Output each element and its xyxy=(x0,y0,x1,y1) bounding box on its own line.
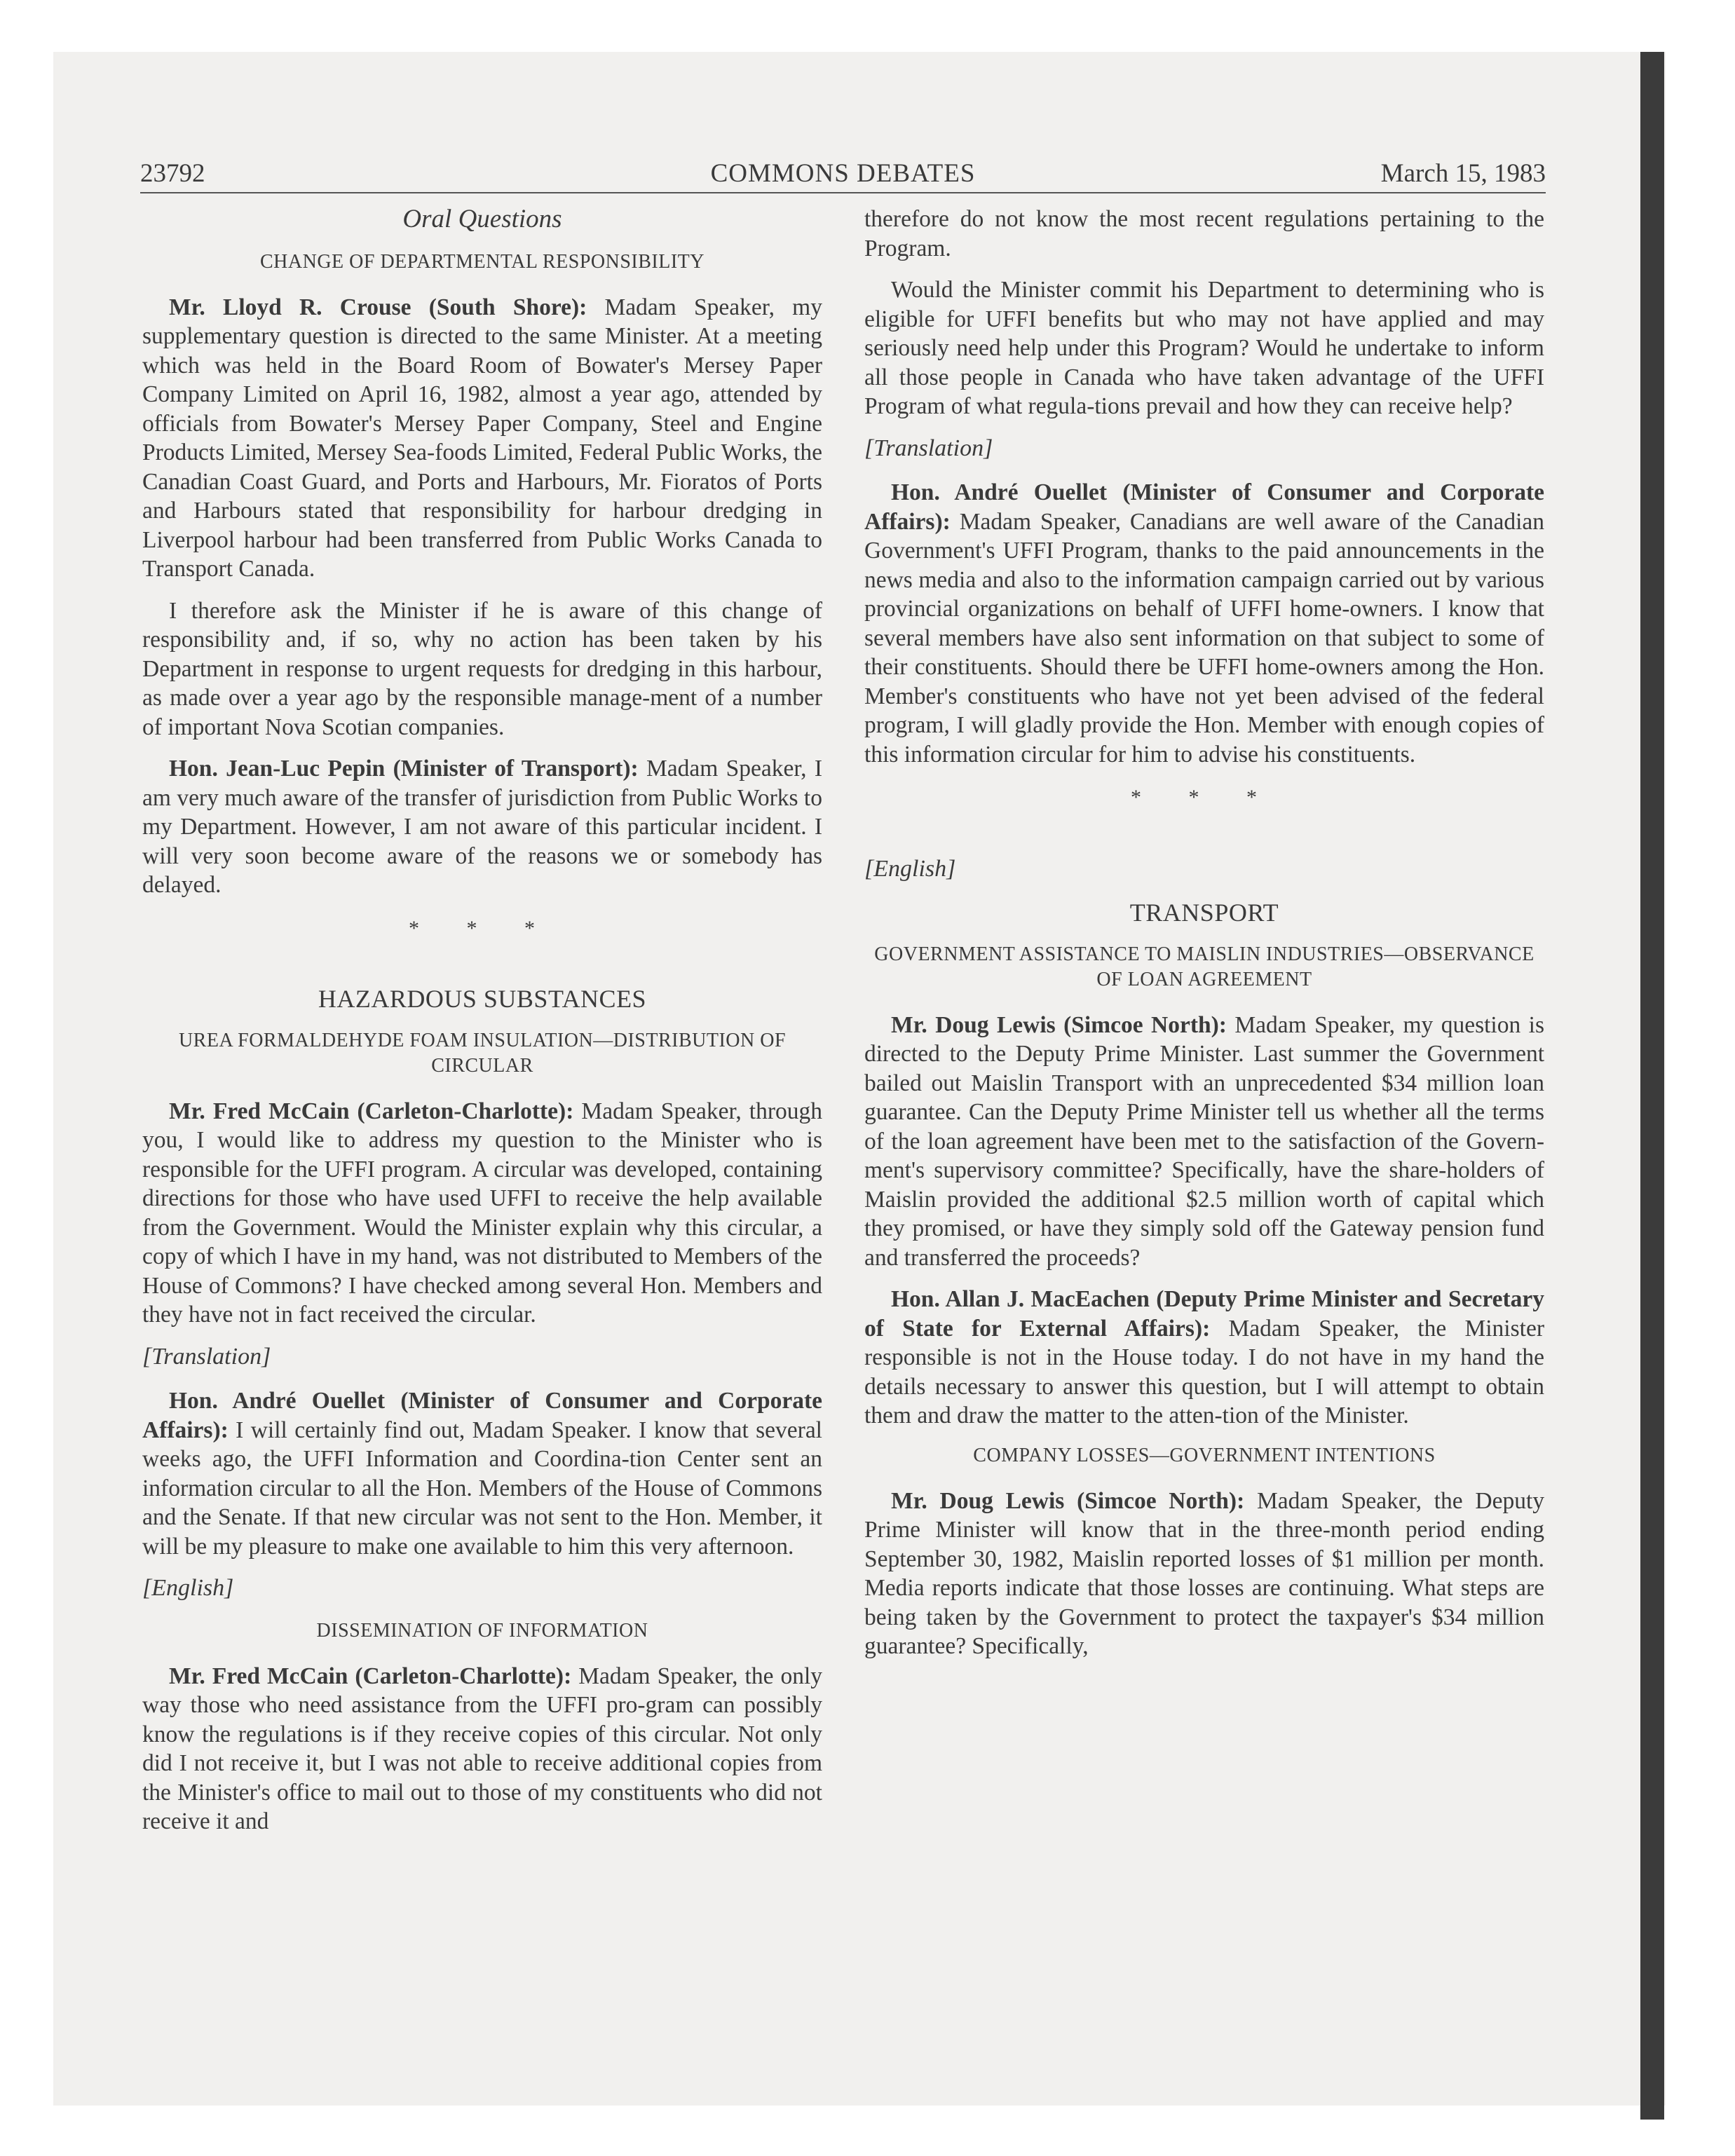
language-marker: [English] xyxy=(864,855,956,882)
speaker-name: Hon. André Ouellet (Minister of Consumer and Corporate Affairs): xyxy=(142,1388,822,1443)
right-column xyxy=(864,205,1544,1674)
paragraph-mccain xyxy=(142,1097,822,1330)
paragraph-ouellet xyxy=(142,1386,822,1561)
section-title: Oral Questions xyxy=(402,205,562,233)
speech-text: Madam Speaker, the Minister responsible is not in the House today. I do not have in my hand the details necessary to answer this question, but I will attempt to obtain them and draw the matter to the atten-tion of the Minister. xyxy=(864,1315,1544,1428)
publication-date: March 15, 1983 xyxy=(1380,159,1546,188)
subheading-change-responsibility: CHANGE OF DEPARTMENTAL RESPONSIBILITY xyxy=(260,250,705,273)
paragraph-continued: therefore do not know the most recent regulations pertaining to the Program. xyxy=(864,206,1544,261)
speech-text: Madam Speaker, through you, I would like to address my question to the Minister who is responsible for the UFFI program. A circular was developed, containing directions for those who have used UFFI to receive the help available from the Government. Would the Minister explain why this circular, a copy of which I have in my hand, was not distributed to Members of the House of Commons? I have checked among several Hon. Members and they have not in fact received the circular. xyxy=(142,1098,822,1328)
subheading-uffi-circular: UREA FORMALDEHYDE FOAM INSULATION—DISTRIBUTION OF CIRCULAR xyxy=(178,1029,787,1077)
speech-text: Madam Speaker, I am very much aware of the transfer of jurisdiction from Public Works to my Department. However, I am not aware of this particular incident. I will very soon become aware of the reasons we or somebody has delayed. xyxy=(142,756,822,898)
paragraph-ouellet-2 xyxy=(864,478,1544,769)
heading-hazardous-substances: HAZARDOUS SUBSTANCES xyxy=(318,985,647,1013)
subheading-maislin-loan: GOVERNMENT ASSISTANCE TO MAISLIN INDUSTRIES—OBSERVANCE OF LOAN AGREEMENT xyxy=(874,943,1535,990)
subheading-dissemination: DISSEMINATION OF INFORMATION xyxy=(316,1619,648,1642)
section-separator: * * * xyxy=(1131,786,1278,809)
paragraph-maceachen xyxy=(864,1285,1544,1431)
language-marker: [English] xyxy=(142,1575,234,1601)
speaker-name: Mr. Lloyd R. Crouse (South Shore): xyxy=(169,294,587,320)
language-marker: [Translation] xyxy=(864,435,993,461)
speaker-name: Hon. Allan J. MacEachen (Deputy Prime Minister and Secretary of State for External Affairs): xyxy=(864,1286,1544,1342)
speech-text: Madam Speaker, the only way those who need assistance from the UFFI pro-gram can possibly know the regulations is if they receive copies of this circular. Not only did I not receive it, but I was not able to receive additional copies from the Minister's office to mail out to those of my constituents who did not receive it and xyxy=(142,1663,822,1834)
paragraph-mccain-question: Would the Minister commit his Department to determining who is eligible for UFFI benefits but who may not have applied and may seriously need help under this Program? Would he undertake to inform all those people in Canada who have taken advantage of the UFFI Program of what regula-tions prevail and how they can receive help? xyxy=(864,277,1544,419)
speaker-name: Mr. Doug Lewis (Simcoe North): xyxy=(891,1011,1227,1038)
paragraph-crouse xyxy=(142,293,822,584)
speaker-name: Mr. Fred McCain (Carleton-Charlotte): xyxy=(169,1663,572,1689)
scan-edge-bar xyxy=(1640,52,1664,2120)
paragraph-lewis-2 xyxy=(864,1487,1544,1661)
speech-text: Madam Speaker, the Deputy Prime Minister will know that in the three-month period ending September 30, 1982, Maislin reported losses of $1 million per month. Media reports indicate that those losses are continuing. What steps are being taken by the Government to protect the taxpayer's $34 million guarantee? Specifically, xyxy=(864,1487,1544,1659)
language-marker: [Translation] xyxy=(142,1343,271,1370)
speech-text: Madam Speaker, my question is directed to the Deputy Prime Minister. Last summer the Government bailed out Maislin Transport with an unprecedented $34 million loan guarantee. Can the Deputy Prime Minister tell us whether all the terms of the loan agreement have been met to the satisfaction of the Govern-ment's supervisory committee? Specifically, have the share-holders of Maislin provided the additional $2.5 million worth of capital which they promised, or have they simply sold off the Gateway pension fund and transferred the proceeds? xyxy=(864,1011,1544,1271)
left-column xyxy=(142,205,822,1849)
speaker-name: Mr. Doug Lewis (Simcoe North): xyxy=(891,1487,1245,1514)
page-header xyxy=(140,154,1546,193)
paragraph-pepin xyxy=(142,754,822,900)
page-number: 23792 xyxy=(140,159,205,188)
section-separator: * * * xyxy=(409,916,556,940)
subheading-company-losses: COMPANY LOSSES—GOVERNMENT INTENTIONS xyxy=(973,1444,1436,1466)
paragraph-mccain-2 xyxy=(142,1662,822,1836)
paragraph-crouse-continued: I therefore ask the Minister if he is aware of this change of responsibility and, if so, why no action has been taken by his Department in response to urgent requests for dredging in this harbour, as made over a year ago by the responsible manage-ment of a number of important Nova Scotian companies. xyxy=(142,597,822,740)
speech-text: Madam Speaker, my supplementary question is directed to the same Minister. At a meeting which was held in the Board Room of Bowater's Mersey Paper Company Limited on April 16, 1982, almost a year ago, attended by officials from Bowater's Mersey Paper Company, Steel and Engine Products Limited, Mersey Sea-foods Limited, Federal Public Works, the Canadian Coast Guard, and Ports and Harbours, Mr. Fioratos of Ports and Harbours stated that responsibility for harbour dredging in Liverpool harbour had been transferred from Public Works Canada to Transport Canada. xyxy=(142,294,822,582)
speaker-name: Mr. Fred McCain (Carleton-Charlotte): xyxy=(169,1098,574,1124)
speaker-name: Hon. André Ouellet (Minister of Consumer and Corporate Affairs): xyxy=(864,479,1544,535)
publication-title: COMMONS DEBATES xyxy=(710,159,976,188)
speech-text: I will certainly find out, Madam Speaker. I know that several weeks ago, the UFFI Information and Coordina-tion Center sent an information circular to all the Hon. Members of the House of Commons and the Senate. If that new circular was not sent to the Hon. Member, it will be my pleasure to make one available to him this very afternoon. xyxy=(142,1417,822,1560)
heading-transport: TRANSPORT xyxy=(1129,899,1279,927)
paragraph-lewis xyxy=(864,1011,1544,1273)
speaker-name: Hon. Jean-Luc Pepin (Minister of Transport): xyxy=(169,756,639,782)
speech-text: Madam Speaker, Canadians are well aware of the Canadian Government's UFFI Program, thanks to the paid announcements in the news media and also to the information campaign carried out by various provincial organizations on behalf of UFFI home-owners. I know that several members have also sent information on that subject to some of their constituents. Should there be UFFI home-owners among the Hon. Member's constituents who have not yet been advised of the federal program, I will gladly provide the Hon. Member with enough copies of this information circular for him to advise his constituents. xyxy=(864,508,1544,767)
